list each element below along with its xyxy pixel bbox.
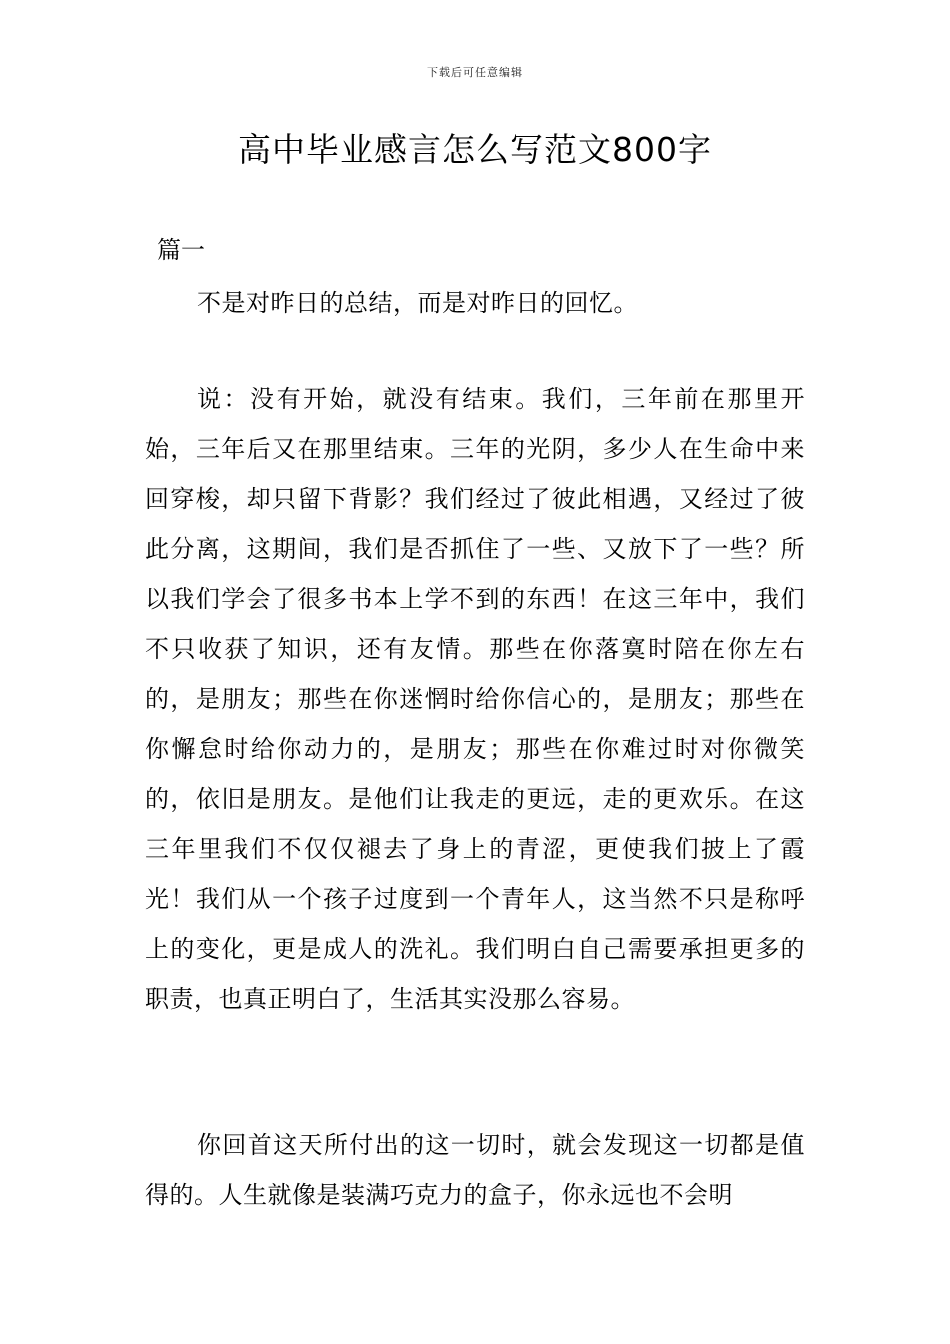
paragraph-3: 你回首这天所付出的这一切时，就会发现这一切都是值得的。人生就像是装满巧克力的盒子，你永远也不会明	[145, 1131, 805, 1209]
section-label: 篇一	[157, 236, 205, 264]
paragraph-2: 说：没有开始，就没有结束。我们，三年前在那里开始，三年后又在那里结束。三年的光阴，多少人在生命中来回穿梭，却只留下背影？我们经过了彼此相遇，又经过了彼此分离，这期间，我们是否抓住了一些、又放下了一些？所以我们学会了很多书本上学不到的东西！在这三年中，我们不只收获了知识，还有友情。那些在你落寞时陪在你左右的，是朋友；那些在你迷惘时给你信心的，是朋友；那些在你懈怠时给你动力的，是朋友；那些在你难过时对你微笑的，依旧是朋友。是他们让我走的更远，走的更欢乐。在这三年里我们不仅仅褪去了身上的青涩，更使我们披上了霞光！我们从一个孩子过度到一个青年人，这当然不只是称呼上的变化，更是成人的洗礼。我们明白自己需要承担更多的职责，也真正明白了，生活其实没那么容易。	[145, 385, 805, 1013]
document-title: 高中毕业感言怎么写范文800字	[238, 130, 712, 169]
header-note: 下载后可任意编辑	[427, 66, 523, 79]
paragraph-1: 不是对昨日的总结，而是对昨日的回忆。	[197, 289, 638, 317]
